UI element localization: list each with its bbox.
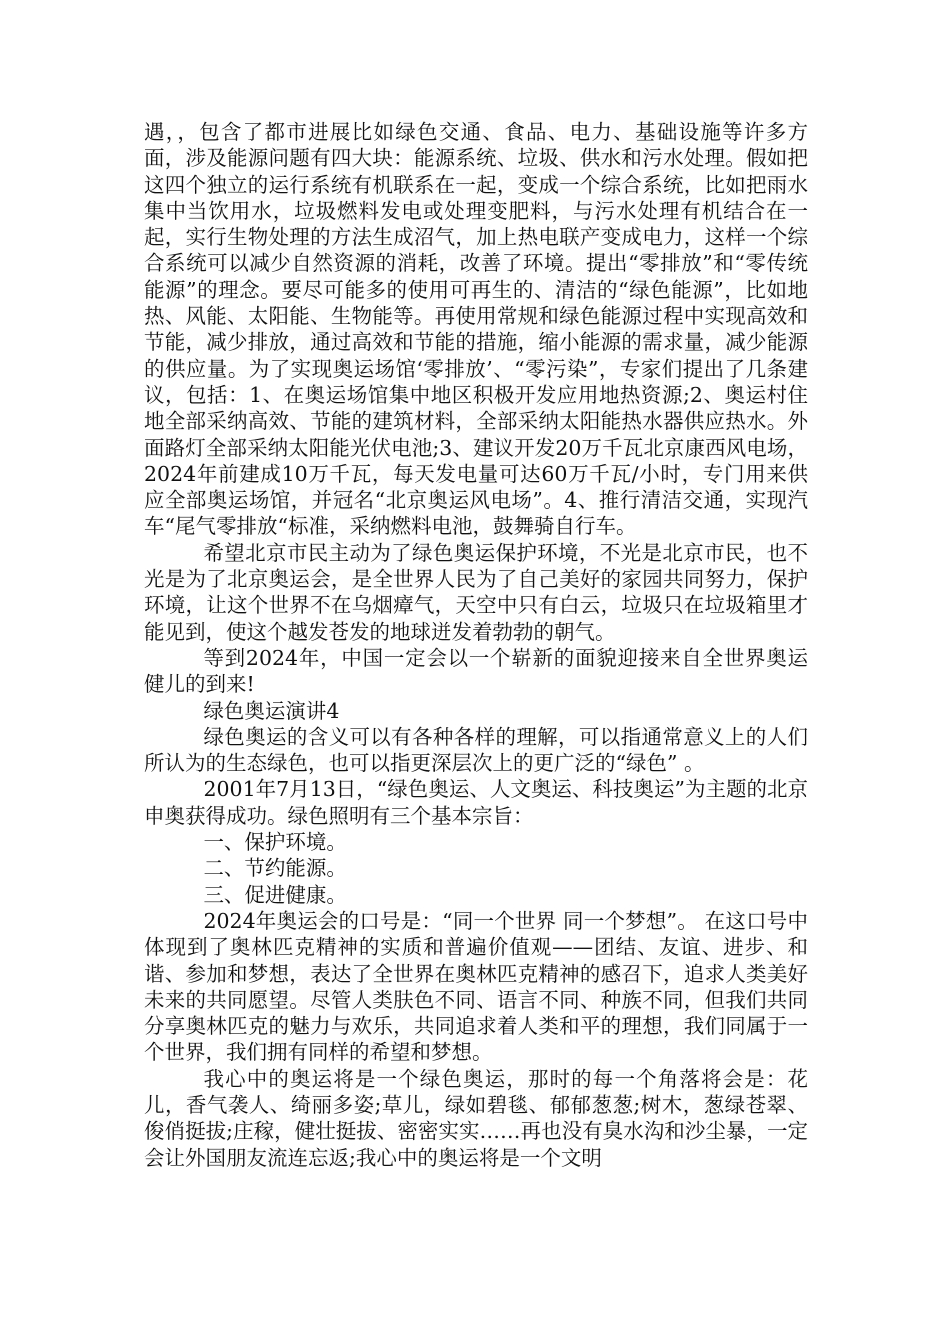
body-paragraph: 等到2024年，中国一定会以一个崭新的面貌迎接来自全世界奥运健儿的到来!	[144, 645, 808, 697]
body-paragraph: 希望北京市民主动为了绿色奥运保护环境，不光是北京市民，也不光是为了北京奥运会，是全世界人民为了自己美好的家园共同努力，保护环境，让这个世界不在乌烟瘴气，天空中只有白云，垃圾只在垃圾箱里才能见到，使这个越发苍发的地球迸发着勃勃的朝气。	[144, 540, 808, 644]
body-paragraph: 我心中的奥运将是一个绿色奥运，那时的每一个角落将会是：花儿，香气袭人、绮丽多姿;草儿，绿如碧毯、郁郁葱葱;树木，葱绿苍翠、俊俏挺拔;庄稼，健壮挺拔、密密实实……再也没有臭水沟和沙尘暴，一定会让外国朋友流连忘返;我心中的奥运将是一个文明	[144, 1066, 808, 1170]
section-heading: 绿色奥运演讲4	[203, 698, 340, 723]
body-paragraph: 绿色奥运的含义可以有各种各样的理解，可以指通常意义上的人们所认为的生态绿色，也可以指更深层次上的更广泛的“绿色” 。	[144, 724, 808, 776]
list-item: 一、保护环境。	[203, 830, 347, 855]
body-paragraph: 2024年奥运会的口号是：“同一个世界 同一个梦想”。 在这口号中体现到了奥林匹克精神的实质和普遍价值观——团结、友谊、进步、和谐、参加和梦想，表达了全世界在奥林匹克精神的感召下，追求人类美好未来的共同愿望。尽管人类肤色不同、语言不同、种族不同，但我们共同分享奥林匹克的魅力与欢乐，共同追求着人类和平的理想，我们同属于一个世界，我们拥有同样的希望和梦想。	[144, 908, 808, 1065]
list-item: 二、节约能源。	[203, 856, 347, 881]
list-item: 三、促进健康。	[203, 882, 347, 907]
body-paragraph: 2001年7月13日，“绿色奥运、人文奥运、科技奥运”为主题的北京申奥获得成功。绿色照明有三个基本宗旨：	[144, 777, 808, 828]
document-page	[144, 119, 808, 1171]
body-paragraph: 遇，，包含了都市进展比如绿色交通、食品、电力、基础设施等许多方面，涉及能源问题有四大块：能源系统、垃圾、供水和污水处理。假如把这四个独立的运行系统有机联系在一起，变成一个综合系统，比如把雨水集中当饮用水，垃圾燃料发电或处理变肥料，与污水处理有机结合在一起，实行生物处理的方法生成沼气，加上热电联产变成电力，这样一个综合系统可以减少自然资源的消耗，改善了环境。提出“零排放”和“零传统能源”的理念。要尽可能多的使用可再生的、清洁的“绿色能源”，比如地热、风能、太阳能、生物能等。再使用常规和绿色能源过程中实现高效和节能，减少排放，通过高效和节能的措施，缩小能源的需求量，减少能源的供应量。为了实现奥运场馆‘零排放’、“零污染”，专家们提出了几条建议，包括：1、在奥运场馆集中地区积极开发应用地热资源;2、奥运村住地全部采纳高效、节能的建筑材料，全部采纳太阳能热水器供应热水。外面路灯全部采纳太阳能光伏电池;3、建议开发20万千瓦北京康西风电场，2024年前建成10万千瓦，每天发电量可达60万千瓦/小时，专门用来供应全部奥运场馆，并冠名“北京奥运风电场”。4、推行清洁交通，实现汽车“尾气零排放“标准，采纳燃料电池，鼓舞骑自行车。	[144, 120, 808, 539]
